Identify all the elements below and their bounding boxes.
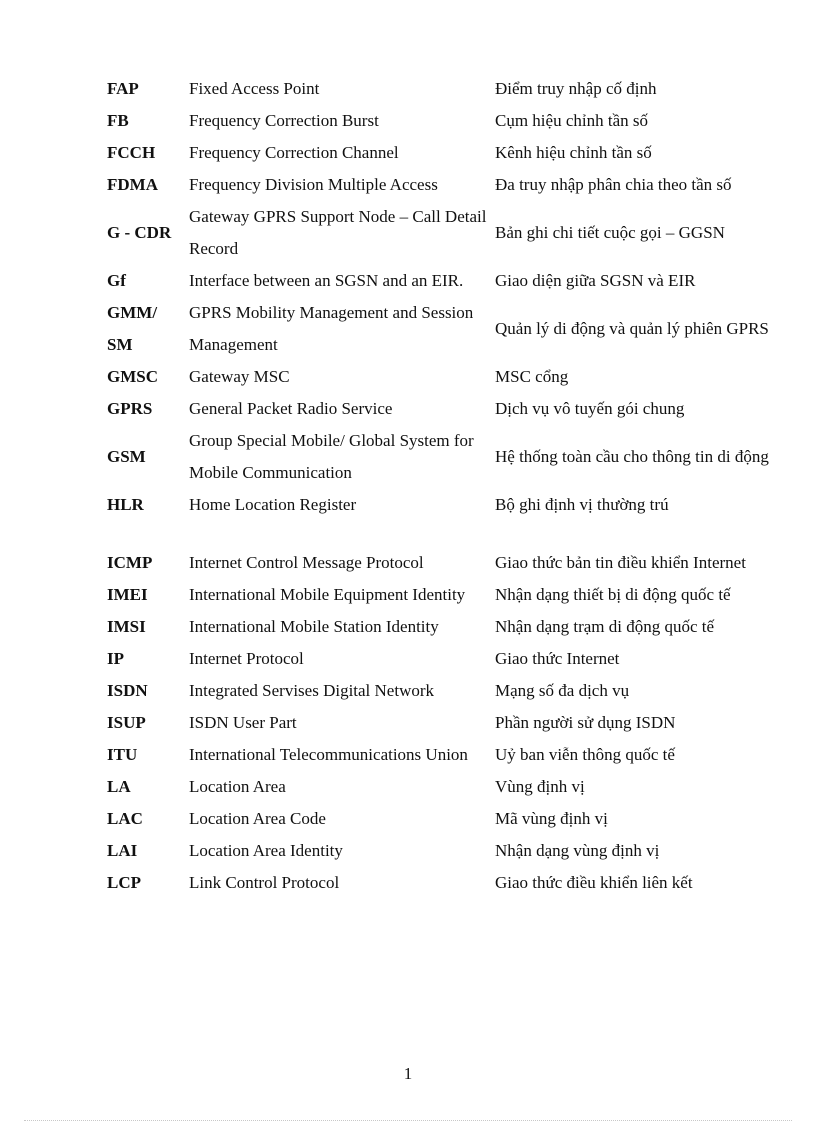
vietnamese-term: Hệ thống toàn cầu cho thông tin di động [495,447,769,466]
english-term: International Mobile Station Identity [189,617,439,636]
vietnamese-term: Dịch vụ vô tuyến gói chung [495,399,685,418]
vietnamese-term: Phần người sử dụng ISDN [495,713,676,732]
vietnamese-term: Mạng số đa dịch vụ [495,681,630,700]
vietnamese-term: Điểm truy nhập cố định [495,79,657,98]
table-row [104,425,774,489]
vietnamese-term: Nhận dạng trạm di động quốc tế [495,617,715,636]
table-row [104,105,774,137]
vietnamese-term: Giao thức điều khiển liên kết [495,873,693,892]
english-term: Link Control Protocol [189,873,340,892]
english-term: Frequency Correction Burst [189,111,379,130]
table-row [104,739,774,771]
english-term: Frequency Correction Channel [189,143,399,162]
vietnamese-term: Quản lý di động và quản lý phiên GPRS [495,319,769,338]
abbreviation: IMSI [107,617,146,636]
table-row [104,73,774,105]
abbreviation-table [104,73,774,899]
table-row [104,835,774,867]
vietnamese-term: Giao thức Internet [495,649,620,668]
english-term: International Mobile Equipment Identity [189,585,466,604]
vietnamese-term: Giao diện giữa SGSN và EIR [495,271,696,290]
table-row [104,579,774,611]
english-term: Location Area [189,777,286,796]
vietnamese-term: Vùng định vị [495,777,585,796]
abbreviation: IP [107,649,124,668]
abbreviation: GSM [107,447,146,466]
vietnamese-term: Nhận dạng thiết bị di động quốc tế [495,585,731,604]
abbreviation: GPRS [107,399,153,418]
vietnamese-term: Kênh hiệu chỉnh tần số [495,143,652,162]
abbreviation: ICMP [107,553,153,572]
table-row [104,611,774,643]
english-term: Location Area Code [189,809,326,828]
abbreviation: ITU [107,745,138,764]
abbreviation: ISUP [107,713,146,732]
table-row [104,803,774,835]
english-term: Integrated Servises Digital Network [189,681,435,700]
abbreviation: GMSC [107,367,158,386]
table-row [104,771,774,803]
abbreviation: GMM/ SM [107,303,158,354]
abbreviation: FAP [107,79,139,98]
abbreviation: LAI [107,841,138,860]
vietnamese-term: Nhận dạng vùng định vị [495,841,660,860]
english-term: Home Location Register [189,495,357,514]
english-term: Interface between an SGSN and an EIR. [189,271,464,290]
table-row [104,675,774,707]
english-term: Frequency Division Multiple Access [189,175,438,194]
english-term: GPRS Mobility Management and Session Management [189,303,474,354]
english-term: Internet Protocol [189,649,304,668]
abbreviation: FCCH [107,143,156,162]
table-row [104,393,774,425]
english-term: Location Area Identity [189,841,343,860]
abbreviation: LAC [107,809,143,828]
english-term: Gateway MSC [189,367,290,386]
english-term: Internet Control Message Protocol [189,553,424,572]
table-row [104,489,774,521]
table-row [104,361,774,393]
vietnamese-term: Uỷ ban viễn thông quốc tế [495,745,675,764]
abbreviation: FDMA [107,175,158,194]
abbreviation: G - CDR [107,223,172,242]
abbreviation-table-body [104,73,774,899]
abbreviation: Gf [107,271,126,290]
table-row [104,643,774,675]
vietnamese-term: Cụm hiệu chỉnh tần số [495,111,648,130]
vietnamese-term: Đa truy nhập phân chia theo tần số [495,175,732,194]
table-row [104,707,774,739]
vietnamese-term: Mã vùng định vị [495,809,608,828]
english-term: ISDN User Part [189,713,297,732]
table-row [104,867,774,899]
table-row [104,137,774,169]
abbreviation: IMEI [107,585,148,604]
abbreviation: FB [107,111,129,130]
vietnamese-term: Bản ghi chi tiết cuộc gọi – GGSN [495,223,725,242]
table-row [104,297,774,361]
table-row [104,265,774,297]
abbreviation: HLR [107,495,144,514]
vietnamese-term: Bộ ghi định vị thường trú [495,495,669,514]
table-row [104,521,774,579]
abbreviation: LA [107,777,131,796]
abbreviation: LCP [107,873,141,892]
english-term: Gateway GPRS Support Node – Call Detail Record [189,207,487,258]
table-row [104,169,774,201]
abbreviation: ISDN [107,681,148,700]
vietnamese-term: MSC cổng [495,367,569,386]
page-number: 1 [403,1064,413,1083]
vietnamese-term: Giao thức bản tin điều khiển Internet [495,553,746,572]
footer-divider [24,1120,792,1121]
table-row [104,201,774,265]
english-term: Group Special Mobile/ Global System for Mobile Communication [189,431,474,482]
english-term: General Packet Radio Service [189,399,393,418]
english-term: Fixed Access Point [189,79,320,98]
english-term: International Telecommunications Union [189,745,468,764]
